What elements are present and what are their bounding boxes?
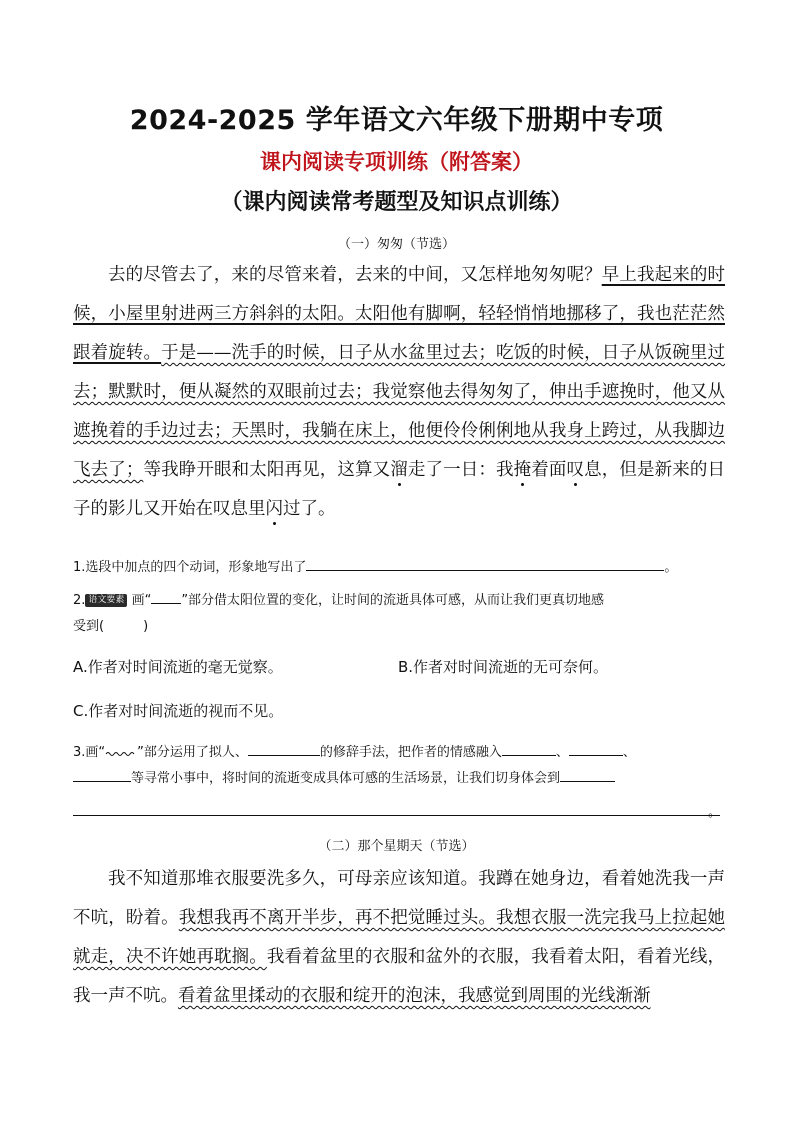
dotted-verb: 闪: [265, 499, 283, 519]
answer-blank[interactable]: [569, 740, 623, 756]
question-3: 3.画“ ”部分运用了拟人、 的修辞手法，把作者的情感融入 、 、 等寻常小事中，将时间的流逝变成具体可感的生活场景，让我们切身体会到: [73, 740, 725, 792]
passage-1-wavy-underline: 于是——洗手的时候，日子从水盆里过去；吃饭的时候，日子从饭碗里过去；默默时，便从凝然的双眼前过去；我觉察他去得匆匆了，伸出手遮挽时，他又从遮挽着的手边过去；天黑时，我躺在床上，他便伶伶俐俐地从我身上跨过，从我脚边飞去了；: [73, 343, 726, 480]
question-2: 2. 语文要素 画“ ”部分借太阳位置的变化，让时间的流逝具体可感，从而让我们更真切地感 受到( ): [73, 593, 605, 634]
passage-2: [73, 860, 725, 1016]
page-subtitle: 课内阅读专项训练（附答案）: [260, 150, 533, 174]
dotted-verb: 叹: [566, 460, 585, 480]
answer-blank[interactable]: [248, 740, 320, 756]
dotted-verb: 溜: [390, 460, 408, 480]
page-subtitle-secondary: （课内阅读常考题型及知识点训练）: [220, 189, 573, 215]
answer-choice-paren[interactable]: 受到( ): [73, 619, 149, 634]
passage-2-middle: 我看着盆里的衣服和盆外的衣服，我看着太阳，看着光线，我一声不吭。: [73, 947, 725, 1006]
wavy-underline-sample: [105, 744, 137, 756]
option-a[interactable]: A.作者对时间流逝的毫无觉察。: [73, 658, 283, 676]
passage-1: [73, 256, 725, 529]
passage-2-wavy-underline-2: 看着盆里揉动的衣服和绽开的泡沫，我感觉到周围的光线渐渐: [178, 986, 651, 1006]
answer-blank[interactable]: [73, 766, 131, 782]
answer-blank[interactable]: [560, 766, 615, 782]
passage-2-wavy-underline: 我想我再不离开半步，再不把觉睡过头。我想衣服一洗完我马上拉起她就走，决不许她再耽搁。: [73, 908, 725, 967]
question-1: 1.选段中加点的四个动词，形象地写出了 。: [73, 555, 725, 581]
answer-line[interactable]: [73, 815, 720, 816]
answer-blank[interactable]: [306, 555, 664, 571]
passage-1-opening: 去的尽管去了，来的尽管来着，去来的中间，又怎样地匆匆呢？: [108, 265, 602, 285]
question-3-end: 。: [708, 805, 722, 820]
section-1-title: （一）匆匆（节选）: [337, 237, 455, 252]
option-b[interactable]: B.作者对时间流逝的无可奈何。: [398, 658, 609, 676]
answer-blank[interactable]: [502, 740, 556, 756]
dotted-verb: 掩: [513, 460, 532, 480]
section-2-title: （二）那个星期天（节选）: [318, 839, 475, 854]
passage-1-closing: 等我睁开眼和太阳再见，这算又溜走了一日：我掩着面叹息，但是新来的日子的影儿又开始在叹息里闪过了。: [73, 460, 725, 519]
passage-2-opening: 我不知道那堆衣服要洗多久，可母亲应该知道。我蹲在她身边，看着她洗我一声不吭，盼着。: [73, 869, 725, 928]
straight-underline-sample: [151, 591, 181, 604]
page-title: 2024-2025 学年语文六年级下册期中专项: [129, 105, 664, 136]
option-c[interactable]: C.作者对时间流逝的视而不见。: [73, 702, 284, 720]
language-element-badge: 语文要素: [85, 594, 127, 607]
passage-1-straight-underline: 早上我起来的时候，小屋里射进两三方斜斜的太阳。太阳他有脚啊，轻轻悄悄地挪移了，我也茫茫然跟着旋转。: [73, 265, 726, 363]
